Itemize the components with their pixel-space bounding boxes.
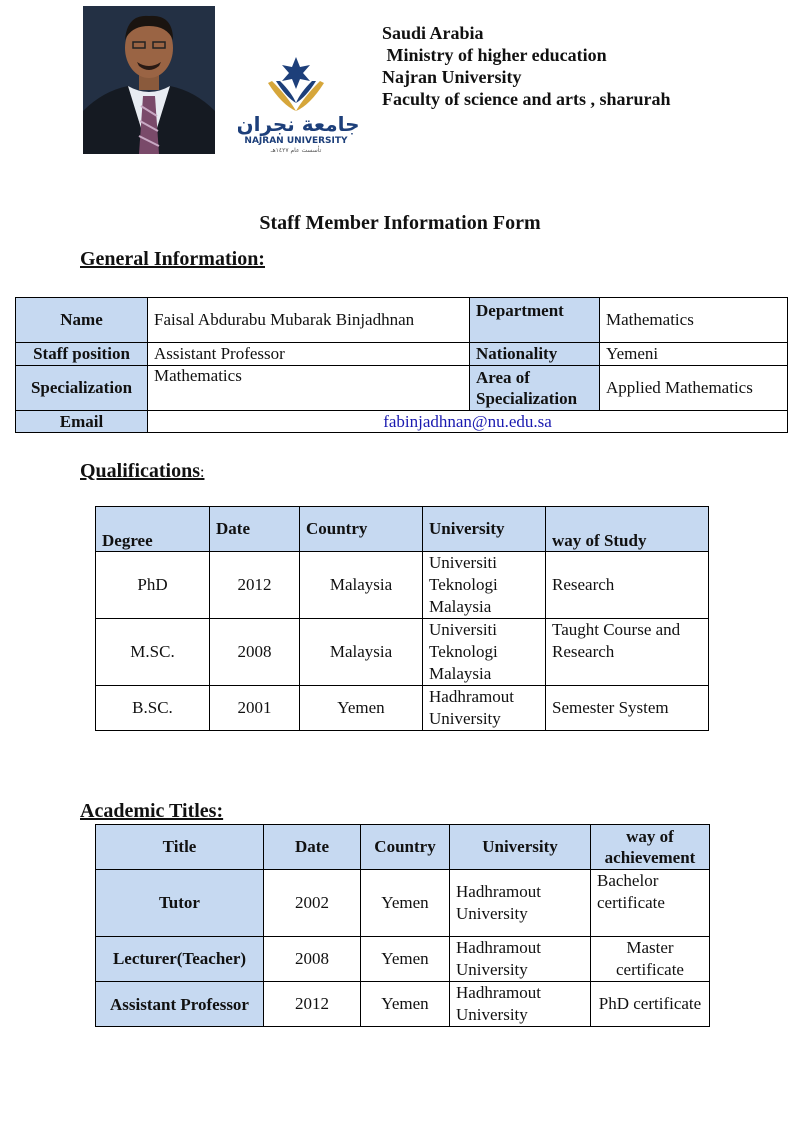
acad-country: Yemen [361, 870, 450, 937]
logo-founded-text: تأسست عام ١٤٢٧هـ [270, 147, 322, 154]
area-of-specialization-value: Applied Mathematics [600, 366, 788, 411]
acad-way-of-achievement: PhD certificate [591, 982, 710, 1027]
qual-university: Universiti Teknologi Malaysia [423, 552, 546, 619]
qual-country: Yemen [300, 686, 423, 731]
header-university: Najran University [382, 67, 522, 87]
general-info-heading: General Information: [80, 248, 265, 270]
academic-titles-heading: Academic Titles: [80, 800, 224, 822]
acad-way-of-achievement: Master certificate [591, 937, 710, 982]
qualifications-heading-colon: : [200, 464, 205, 481]
qual-col-way-of-study: way of Study [546, 507, 709, 552]
acad-university: Hadhramout University [450, 982, 591, 1027]
qual-col-degree: Degree [96, 507, 210, 552]
table-row [96, 937, 710, 982]
table-row [96, 982, 710, 1027]
acad-title: Tutor [96, 870, 264, 937]
email-label: Email [16, 411, 148, 433]
name-value: Faisal Abdurabu Mubarak Binjadhnan [148, 298, 470, 343]
table-row [96, 619, 709, 686]
email-link[interactable]: fabinjadhnan@nu.edu.sa [148, 411, 788, 433]
acad-title: Lecturer(Teacher) [96, 937, 264, 982]
nationality-value: Yemeni [600, 343, 788, 366]
header-country: Saudi Arabia [382, 23, 484, 43]
institution-header [382, 22, 670, 110]
staff-photo [83, 6, 215, 154]
area-of-specialization-label: Area of Specialization [470, 366, 600, 411]
acad-way-of-achievement: Bachelor certificate [591, 870, 710, 937]
qualifications-heading [80, 460, 204, 483]
table-row [96, 552, 709, 619]
acad-title: Assistant Professor [96, 982, 264, 1027]
header-ministry: Ministry of higher education [382, 45, 607, 65]
acad-col-date: Date [264, 825, 361, 870]
qual-degree: PhD [96, 552, 210, 619]
general-info-table [15, 297, 788, 433]
staff-position-label: Staff position [16, 343, 148, 366]
qual-date: 2012 [210, 552, 300, 619]
header-faculty: Faculty of science and arts , sharurah [382, 89, 671, 109]
qual-way-of-study: Research [546, 552, 709, 619]
qual-university: Hadhramout University [423, 686, 546, 731]
qualifications-heading-text: Qualifications [80, 460, 201, 482]
qual-country: Malaysia [300, 619, 423, 686]
qual-country: Malaysia [300, 552, 423, 619]
acad-university: Hadhramout University [450, 870, 591, 937]
qual-col-date: Date [210, 507, 300, 552]
qual-col-university: University [423, 507, 546, 552]
acad-col-title: Title [96, 825, 264, 870]
table-row [96, 686, 709, 731]
qual-date: 2008 [210, 619, 300, 686]
qual-university: Universiti Teknologi Malaysia [423, 619, 546, 686]
acad-date: 2012 [264, 982, 361, 1027]
specialization-label: Specialization [16, 366, 148, 411]
qualifications-table [95, 506, 709, 731]
acad-university: Hadhramout University [450, 937, 591, 982]
name-label: Name [16, 298, 148, 343]
academic-titles-table [95, 824, 710, 1027]
department-label: Department [470, 298, 600, 343]
qual-date: 2001 [210, 686, 300, 731]
qual-col-country: Country [300, 507, 423, 552]
department-value: Mathematics [600, 298, 788, 343]
qual-degree: B.SC. [96, 686, 210, 731]
acad-date: 2002 [264, 870, 361, 937]
acad-date: 2008 [264, 937, 361, 982]
najran-university-logo [238, 55, 358, 155]
logo-english-text: NAJRAN UNIVERSITY [244, 136, 348, 146]
acad-col-university: University [450, 825, 591, 870]
qual-way-of-study: Semester System [546, 686, 709, 731]
acad-country: Yemen [361, 937, 450, 982]
staff-position-value: Assistant Professor [148, 343, 470, 366]
acad-col-country: Country [361, 825, 450, 870]
acad-col-way-of-achievement: way of achievement [591, 825, 710, 870]
nationality-label: Nationality [470, 343, 600, 366]
qual-degree: M.SC. [96, 619, 210, 686]
qual-way-of-study: Taught Course and Research [546, 619, 709, 686]
specialization-value: Mathematics [148, 366, 470, 411]
acad-country: Yemen [361, 982, 450, 1027]
form-title: Staff Member Information Form [259, 212, 541, 234]
table-row [96, 870, 710, 937]
logo-arabic-text: جامعة نجران [238, 112, 358, 136]
